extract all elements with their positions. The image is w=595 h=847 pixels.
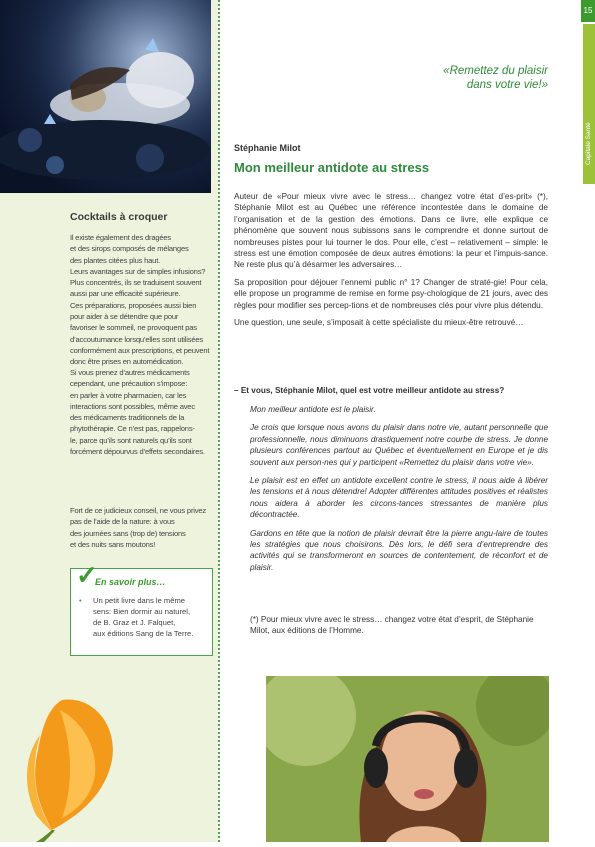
interview-question: – Et vous, Stéphanie Milot, quel est votre meilleur antidote au stress? [234,386,505,395]
section-tab-label: Capitale Santé [585,122,592,165]
more-info-line: de B. Graz et J. Falquet, [93,618,176,627]
sidebar-line: pas de l’aide de la nature: à vous [70,517,175,527]
more-info-line: aux éditions Sang de la Terre. [93,629,194,638]
pull-quote-line: dans votre vie!» [466,79,548,91]
sidebar-line: Ces préparations, proposées aussi bien [70,300,197,310]
sidebar-divider [218,0,220,842]
sidebar-line: pour aider à se détendre que pour [70,312,179,322]
sidebar-line: phytothérapie. Ce n’est pas, rappelons- [70,424,195,434]
more-info-text [77,595,209,639]
more-info-line: sens: Bien dormir au naturel, [93,607,191,616]
answer-paragraph: Le plaisir est en effet un antidote excellent contre le stress, il nous aide à libérer les tensions et à nous détendre! Adopter différentes attitudes positives et réalistes nous aidera à aborder les circons-tances stressantes de manière plus décontractée. [250,476,548,520]
sidebar-paragraph-3 [70,505,213,557]
pull-quote [380,64,548,92]
sidebar-line: interactions sont possibles, même avec [70,401,195,411]
sidebar-line: forcément dépourvus d’effets secondaires. [70,447,205,457]
sidebar-line: des plantes citées plus haut. [70,255,161,265]
sidebar-line: favoriser le sommeil, ne provoquent pas [70,323,197,333]
sidebar-line: des journées sans (trop de) tensions [70,528,186,538]
sidebar-line: en parler à votre pharmacien, car les [70,390,187,400]
sidebar-line: le, parce qu’ils sont naturels qu’ils sont [70,435,192,445]
sidebar-paragraph-2 [70,367,213,464]
intro-paragraph: Auteur de «Pour mieux vivre avec le stress… changez votre état d’es-prit» (*), Stéphanie Milot est au Québec une référence incontestée dans le domaine de l’organisation et de la gestion des émotions. Dans ce livre, elle explique ce phénomène que souvent nous subissons sans le comprendre et donne surtout de nombreuses pistes pour lui tourner le dos. Pour elle, c’est – relativement – simple: le stress est une émotion composée de deux autres émotions: la peur et l’impuis-sance. Ne reste plus qu’à désarmer les adversaires… [234,192,548,270]
sidebar-title: Cocktails à croquer [70,211,168,223]
article-intro [234,191,548,334]
sidebar-line: d’accoutumance lorsqu’elles sont utilisées [70,334,204,344]
photo-woman-sleeping [0,0,211,193]
sidebar-line: des médicaments traditionnels de la [70,413,185,423]
page-number: 15 [581,0,595,22]
article-headline: Mon meilleur antidote au stress [234,160,430,175]
sidebar-line: Il existe également des dragées [70,233,172,242]
photo-woman-headphones [266,676,549,842]
intro-paragraph: Une question, une seule, s’imposait à cette spécialiste du mieux-être retrouvé… [234,318,524,328]
answer-paragraph: Je crois que lorsque nous avons du plaisir dans notre vie, autant personnelle que professionnelle, nous diminuons drastiquement notre courbe de stress. Je donne plusieurs conférences partout au Québec et éventuellement en Europe et je dis souvent aux person-nes qui y participent «Remettez du plaisir dans votre vie». [250,423,548,467]
checkmark-icon: ✓ [76,560,98,590]
sidebar-line: et des nuits sans moutons! [70,539,156,549]
flower-illustration [0,690,130,842]
pull-quote-line: «Remettez du plaisir [443,65,548,77]
bullet-icon: • [79,596,82,605]
interview-answer [250,404,548,580]
sidebar-line: aussi par une efficacité supérieure. [70,289,181,299]
intro-paragraph: Sa proposition pour déjouer l’ennemi public n° 1? Changer de straté-gie! Pour cela, elle propose un programme de remise en forme psy-chologique de 21 jours, avec des règles pour modifier ses percep-tions et de nombreuses clés pour vivre plus détendu. [234,277,548,310]
article-footnote: (*) Pour mieux vivre avec le stress… changez votre état d’esprit, de Stéphanie Milot, aux éditions de l’Homme. [250,615,534,636]
more-info-title: En savoir plus… [95,577,166,587]
article-author: Stéphanie Milot [234,143,301,153]
sidebar-paragraph-1 [70,232,213,375]
sidebar-line: Fort de ce judicieux conseil, ne vous privez [70,506,206,515]
sidebar-line: Leurs avantages sur de simples infusions? [70,266,206,276]
sidebar-line: Plus concentrés, ils se traduisent souvent [70,278,202,288]
sidebar-line: donc être prises en automédication. [70,357,184,367]
more-info-line: Un petit livre dans le même [93,596,186,605]
sidebar-line: et des sirops composés de mélanges [70,244,189,254]
answer-paragraph: Mon meilleur antidote est le plaisir. [250,405,376,414]
sidebar-line: cependant, une précaution s’impose: [70,379,188,389]
sidebar-line: Si vous prenez d’autres médicaments [70,368,190,377]
sidebar-line: conformément aux prescriptions, et peuvent [70,345,210,355]
answer-paragraph: Gardons en tête que la notion de plaisir devrait être la pierre angu-laire de toutes les stratégies que nous choisirons. Dès lors, le défi sera d’entreprendre des activités qui se transformeront en sources de contentement, de réconfort et de plaisir. [250,528,548,572]
